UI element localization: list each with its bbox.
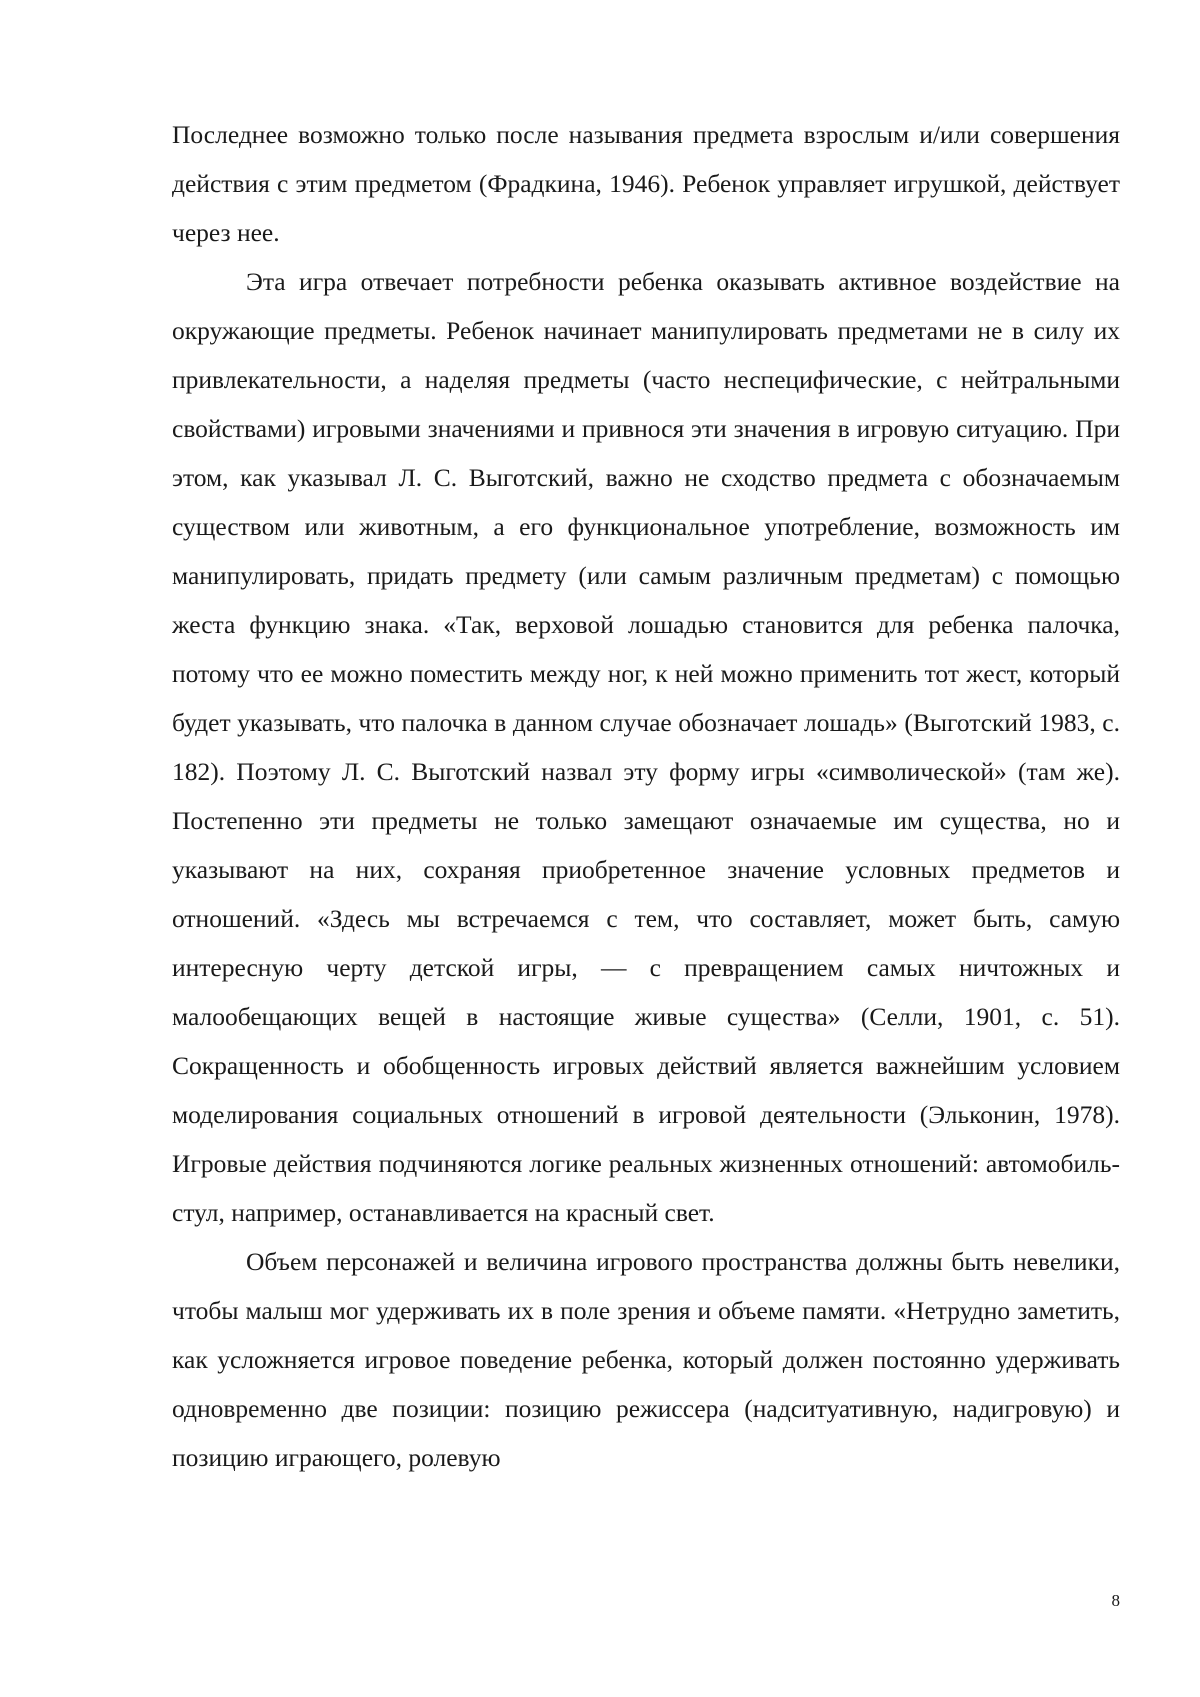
paragraph-play-space: Объем персонажей и величина игрового пространства должны быть невелики, чтобы малыш мог удерживать их в поле зрения и объеме памяти. «Нетрудно заметить, как усложняется игровое поведение ребенка, который должен постоянно удерживать одновременно две позиции: позицию режиссера (надситуативную, надигровую) и позицию играющего, ролевую <box>172 1247 1120 1472</box>
document-body <box>172 110 1120 1482</box>
paragraph-continuation: Последнее возможно только после называния предмета взрослым и/или совершения действия с этим предметом (Фрадкина, 1946). Ребенок управляет игрушкой, действует через нее. <box>172 120 1120 247</box>
paragraph-symbolic-play: Эта игра отвечает потребности ребенка оказывать активное воздействие на окружающие предметы. Ребенок начинает манипулировать предметами не в силу их привлекательности, а наделяя предметы (часто неспецифические, с нейтральными свойствами) игровыми значениями и привнося эти значения в игровую ситуацию. При этом, как указывал Л. С. Выготский, важно не сходство предмета с обозначаемым существом или животным, а его функциональное употребление, возможность им манипулировать, придать предмету (или самым различным предметам) с помощью жеста функцию знака. «Так, верховой лошадью становится для ребенка палочка, потому что ее можно поместить между ног, к ней можно применить тот жест, который будет указывать, что палочка в данном случае обозначает лошадь» (Выготский 1983, с. 182). Поэтому Л. С. Выготский назвал эту форму игры «символической» (там же). Постепенно эти предметы не только замещают означаемые им существа, но и указывают на них, сохраняя приобретенное значение условных предметов и отношений. «Здесь мы встречаемся с тем, что составляет, может быть, самую интересную черту детской игры, — с превращением самых ничтожных и малообещающих вещей в настоящие живые существа» (Селли, 1901, с. 51). Сокращенность и обобщенность игровых действий является важнейшим условием моделирования социальных отношений в игровой деятельности (Эльконин, 1978). Игровые действия подчиняются логике реальных жизненных отношений: автомобиль-стул, например, останавливается на красный свет. <box>172 267 1120 1227</box>
page-number: 8 <box>1111 1591 1120 1610</box>
